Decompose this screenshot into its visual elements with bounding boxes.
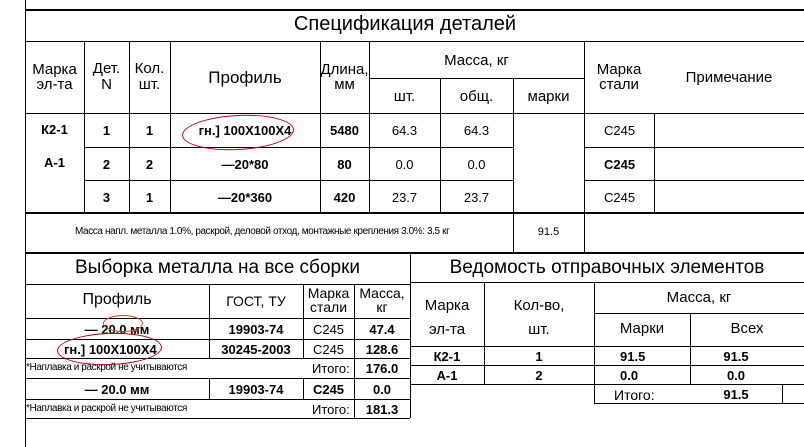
metal-note: *Наплавка и раскрой не учитываются: [26, 362, 187, 373]
spec-row-qty: 1: [145, 123, 154, 138]
metal-total: 176.0: [365, 361, 399, 376]
metal-header-mass: Масса, кг: [359, 285, 405, 315]
spec-row-mass-total: 23.7: [463, 190, 490, 205]
metal-row-mass: 128.6: [365, 342, 399, 357]
spec-header-length: Длина, мм: [320, 61, 369, 93]
spec-row-det: 1: [102, 123, 111, 138]
metal-row-profile: — 20.0 мм: [84, 322, 150, 337]
spec-row-qty: 1: [145, 190, 154, 205]
spec-row-length: 5480: [330, 123, 359, 138]
shipping-row-qty: 2: [535, 368, 543, 383]
spec-summary-text: Масса напл. металла 1.0%, раскрой, деловой отход, монтажные крепления 3.0%: 3.5 кг: [75, 226, 450, 237]
metal-row-gost: 30245-2003: [221, 342, 291, 357]
shipping-header-mark: Марка эл-та: [424, 297, 470, 338]
metal-row-mass: 47.4: [369, 322, 395, 337]
spec-row-profile: —20*80: [221, 157, 269, 172]
metal-header-profile: Профиль: [82, 291, 152, 308]
metal-header-steel: Марка стали: [307, 285, 350, 315]
shipping-row-all: 0.0: [726, 368, 746, 383]
spec-row-profile: гн.] 100Х100Х4: [198, 123, 292, 138]
shipping-header-mass-marks: Марки: [619, 320, 665, 337]
metal-total-label: Итого:: [312, 361, 350, 376]
metal-row-gost: 19903-74: [228, 322, 284, 337]
metal-row-mass: 0.0: [372, 382, 392, 397]
metal-row-steel: С245: [312, 342, 345, 357]
shipping-title: Ведомость отправочных элементов: [449, 257, 765, 278]
spec-summary-mark-mass: 91.5: [537, 226, 560, 238]
metal-row-steel: С245: [312, 382, 345, 397]
spec-row-mass-total: 64.3: [463, 123, 490, 138]
spec-header-note: Примечание: [685, 69, 773, 86]
spec-row-qty: 2: [145, 157, 154, 172]
metal-row-profile: — 20.0 мм: [84, 382, 150, 397]
spec-row-steel: С245: [604, 157, 636, 172]
spec-row-mass-sht: 64.3: [391, 123, 418, 138]
spec-header-steel: Марка стали: [596, 61, 642, 93]
spec-row-mass-total: 0.0: [467, 157, 486, 172]
shipping-header-mass-all: Всех: [730, 320, 764, 337]
spec-row-steel: С245: [604, 190, 636, 205]
spec-row-length: 420: [333, 190, 356, 205]
shipping-row-mark: А-1: [436, 368, 458, 383]
shipping-total: 91.5: [723, 387, 749, 402]
spec-header-qty: Кол. шт.: [134, 60, 165, 93]
spec-header-mass-sht: шт.: [393, 88, 416, 105]
spec-header-mass-total: общ.: [459, 88, 494, 105]
shipping-header-mass: Масса, кг: [666, 289, 732, 306]
spec-element-a-1: А-1: [44, 155, 65, 170]
spec-header-profile: Профиль: [208, 68, 282, 87]
spec-header-mark: Марка эл-та: [32, 61, 77, 93]
shipping-row-all: 91.5: [723, 349, 749, 364]
metal-row-gost: 19903-74: [228, 382, 284, 397]
spec-element-k2-1: К2-1: [41, 122, 68, 137]
spec-row-mass-sht: 0.0: [395, 157, 414, 172]
metal-note: *Наплавка и раскрой не учитываются: [26, 403, 187, 414]
shipping-total-label: Итого:: [614, 387, 655, 403]
spec-header-det: Дет. N: [92, 60, 121, 93]
shipping-row-marks: 0.0: [620, 368, 639, 383]
metal-title: Выборка металла на все сборки: [75, 257, 360, 278]
metal-row-steel: С245: [312, 322, 345, 337]
metal-header-gost: ГОСТ, ТУ: [226, 293, 286, 309]
shipping-header-qty: Кол-во, шт.: [513, 297, 565, 338]
metal-total: 181.3: [365, 402, 399, 417]
spec-row-det: 2: [102, 157, 111, 172]
spec-row-mass-sht: 23.7: [391, 190, 418, 205]
spec-header-mass-marks: марки: [527, 88, 570, 105]
spec-row-length: 80: [337, 157, 352, 172]
shipping-row-qty: 1: [535, 349, 543, 364]
spec-row-steel: С245: [604, 123, 636, 138]
spec-row-det: 3: [102, 190, 111, 205]
spec-row-profile: —20*360: [217, 190, 273, 205]
metal-total-label: Итого:: [312, 402, 350, 417]
shipping-row-mark: К2-1: [433, 349, 461, 364]
spec-title: Спецификация деталей: [293, 13, 517, 35]
annotation-mark: [103, 315, 143, 332]
shipping-row-marks: 91.5: [620, 349, 646, 364]
metal-row-profile: гн.] 100Х100Х4: [64, 342, 157, 357]
spec-header-mass: Масса, кг: [444, 52, 509, 69]
